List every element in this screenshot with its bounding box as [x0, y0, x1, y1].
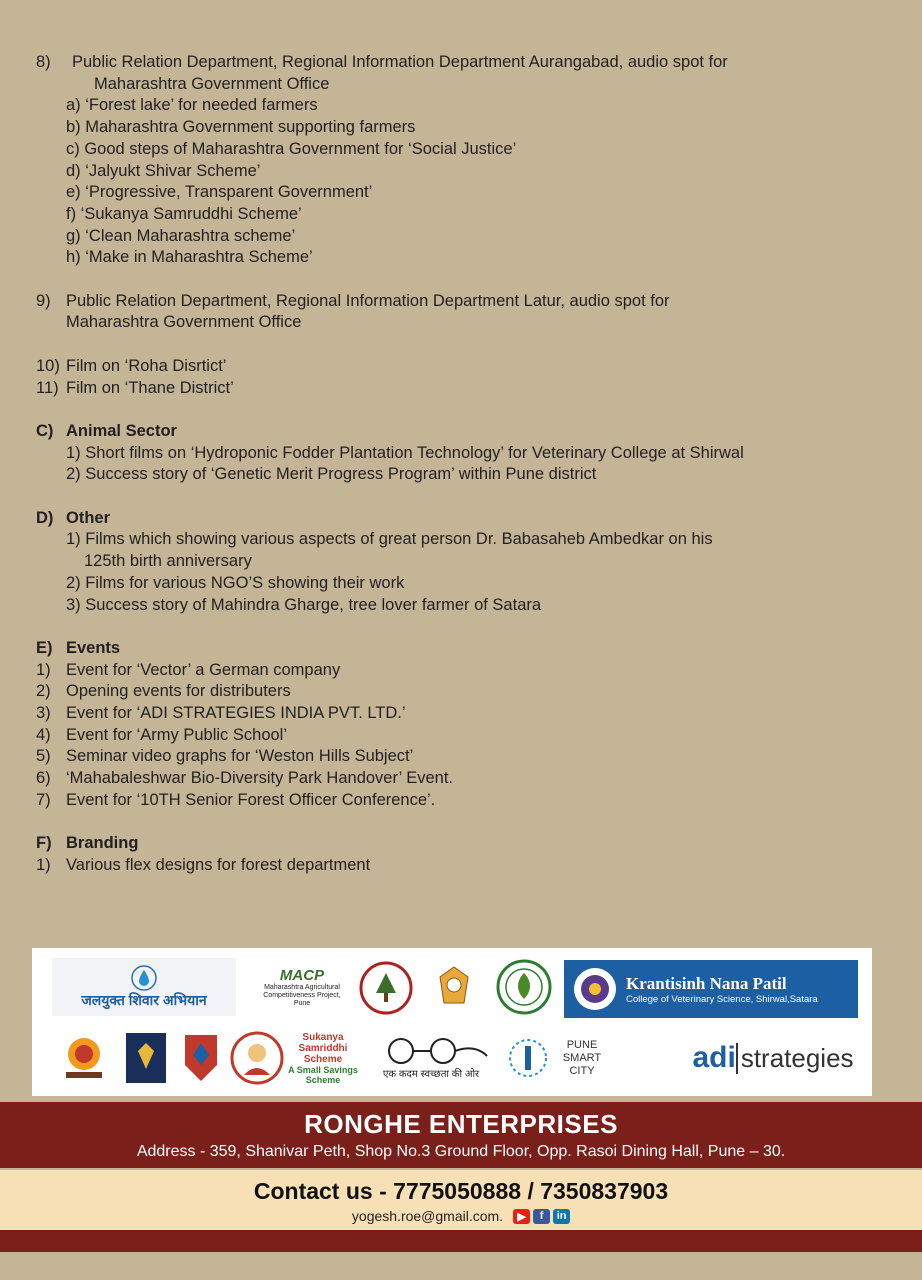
section-label: C) [36, 421, 54, 440]
swachh-tagline: एक कदम स्वच्छता की ओर [382, 1069, 480, 1080]
shield-icon [181, 1031, 221, 1085]
section-label: D) [36, 508, 54, 527]
sub-item: 2) Films for various NGO’S showing their work [66, 573, 405, 592]
contact-email[interactable]: yogesh.roe@gmail.com. [351, 1208, 504, 1224]
sub-item: a) ‘Forest lake’ for needed farmers [66, 96, 318, 115]
section-heading [36, 833, 848, 855]
adi-strategies-logo [684, 1030, 862, 1086]
section-title: Other [66, 508, 111, 527]
sub-item: b) Maharashtra Government supporting farmers [66, 118, 416, 137]
services-list [36, 52, 848, 877]
item-continuation: 125th birth anniversary [84, 552, 252, 571]
item-text: Film on ‘Roha Disrtict’ [66, 356, 227, 375]
list-item [36, 703, 848, 725]
item-number: 1) [36, 855, 51, 874]
macp-sub: Maharashtra Agricultural Competitiveness Project, Pune [263, 983, 341, 1007]
section-label: F) [36, 834, 52, 853]
item-text: Film on ‘Thane District’ [66, 378, 234, 397]
forest-dept-emblem [358, 960, 414, 1016]
section-heading [36, 421, 848, 443]
section-label: E) [36, 638, 53, 657]
item-text: Public Relation Department, Regional Information Department Latur, audio spot for [66, 291, 670, 310]
list-item [36, 52, 848, 74]
list-item [36, 660, 848, 682]
macp-logo [260, 960, 344, 1014]
sub-item: g) ‘Clean Maharashtra scheme’ [66, 226, 296, 245]
swachh-bharat-logo [366, 1030, 496, 1086]
pune-smart-city-text: PUNE SMART CITY [562, 1038, 602, 1077]
college-subtitle: College of Veterinary Science, Shirwal,Satara [626, 993, 818, 1005]
item-text: Opening events for distributers [66, 682, 291, 701]
company-name: RONGHE ENTERPRISES [304, 1109, 618, 1139]
client-logos-panel [32, 948, 872, 1096]
list-item [36, 291, 848, 313]
sub-item: 2) Success story of ‘Genetic Merit Progress Program’ within Pune district [66, 465, 597, 484]
tree-emblem-icon [359, 961, 413, 1015]
item-number: 1) [36, 660, 51, 679]
section-title: Events [66, 638, 121, 657]
macp-name: MACP [279, 966, 325, 984]
police-logo [120, 1030, 172, 1086]
sub-item: c) Good steps of Maharashtra Government for ‘Social Justice’ [66, 139, 517, 158]
item-number: 7) [36, 790, 51, 809]
youtube-icon[interactable]: ▶ [513, 1209, 530, 1224]
item-number: 8) [36, 53, 51, 71]
krantisinh-college-logo [564, 960, 858, 1018]
sun-emblem-icon [56, 1032, 112, 1084]
item-text: Event for ‘Army Public School’ [66, 725, 288, 744]
list-item [36, 725, 848, 747]
sub-item: h) ‘Make in Maharashtra Scheme’ [66, 248, 313, 267]
contact-strip [0, 1170, 922, 1230]
smart-city-icon [508, 1034, 548, 1082]
item-number: 4) [36, 725, 51, 744]
college-emblem-icon [572, 966, 618, 1012]
sukanya-tagline: A Small Savings Scheme [288, 1064, 358, 1085]
item-number: 3) [36, 704, 51, 723]
item-text: Various flex designs for forest department [66, 855, 371, 874]
leaf-emblem-icon [496, 959, 552, 1015]
sub-item: 3) Success story of Mahindra Gharge, tree lover farmer of Satara [66, 595, 542, 614]
item-number: 11) [36, 378, 59, 397]
footer-band [0, 1230, 922, 1252]
sukanya-title: Sukanya Samriddhi Scheme [298, 1031, 348, 1065]
item-continuation: Maharashtra Government Office [94, 74, 330, 93]
adi-text: adi [692, 1041, 736, 1074]
college-title: Krantisinh Nana Patil [626, 973, 787, 993]
item-number: 9) [36, 291, 51, 310]
list-item [36, 790, 848, 812]
sub-item: 1) Films which showing various aspects of great person Dr. Babasaheb Ambedkar on his [66, 530, 713, 549]
contact-email-row [0, 1208, 922, 1224]
item-number: 10) [36, 356, 60, 375]
list-item [36, 855, 848, 877]
list-item [36, 681, 848, 703]
item-text: Event for ‘10TH Senior Forest Officer Conference’. [66, 790, 436, 809]
item-number: 6) [36, 769, 51, 788]
item-text: ‘Mahabaleshwar Bio-Diversity Park Handover’ Event. [66, 769, 453, 788]
section-heading [36, 508, 848, 530]
jalyukt-text: जलयुक्त शिवार अभियान [81, 991, 207, 1008]
list-item [36, 356, 848, 378]
sub-item: e) ‘Progressive, Transparent Government’ [66, 183, 373, 202]
strategies-text: strategies [736, 1043, 854, 1074]
item-text: Public Relation Department, Regional Information Department Aurangabad, audio spot for [72, 53, 728, 71]
govt-seal-icon [434, 963, 474, 1011]
sub-item: 1) Short films on ‘Hydroponic Fodder Plantation Technology’ for Veterinary College at Shirwal [66, 443, 744, 462]
water-drop-icon [131, 965, 157, 991]
section-heading [36, 638, 848, 660]
company-band [0, 1102, 922, 1168]
item-text: Event for ‘ADI STRATEGIES INDIA PVT. LTD.’ [66, 704, 406, 723]
contact-phone: Contact us - 7775050888 / 7350837903 [253, 1178, 669, 1204]
sukanya-logo [230, 1028, 360, 1088]
girl-child-icon [230, 1031, 284, 1085]
forest-circle-logo [494, 958, 554, 1016]
linkedin-icon[interactable]: in [553, 1209, 570, 1224]
section-title: Branding [66, 834, 139, 853]
company-address: Address - 359, Shanivar Peth, Shop No.3 Ground Floor, Opp. Rasoi Dining Hall, Pune – 30. [136, 1143, 786, 1160]
jalyukt-shivar-logo [52, 958, 236, 1016]
section-title: Animal Sector [66, 421, 177, 440]
maharashtra-govt-seal [430, 958, 478, 1016]
school-emblem-logo [54, 1030, 114, 1086]
spectacles-icon [371, 1036, 491, 1066]
army-school-logo [178, 1030, 224, 1086]
item-number: 2) [36, 682, 51, 701]
item-text: Event for ‘Vector’ a German company [66, 660, 341, 679]
sub-item: d) ‘Jalyukt Shivar Scheme’ [66, 161, 261, 180]
item-text: Seminar video graphs for ‘Weston Hills Subject’ [66, 747, 414, 766]
list-item [36, 378, 848, 400]
pune-smart-city-logo [508, 1032, 678, 1084]
facebook-icon[interactable]: f [533, 1209, 550, 1224]
list-item [36, 768, 848, 790]
item-continuation: Maharashtra Government Office [66, 313, 302, 332]
sub-item: f) ‘Sukanya Samruddhi Scheme’ [66, 204, 302, 223]
item-number: 5) [36, 747, 51, 766]
badge-icon [124, 1031, 168, 1085]
list-item [36, 746, 848, 768]
